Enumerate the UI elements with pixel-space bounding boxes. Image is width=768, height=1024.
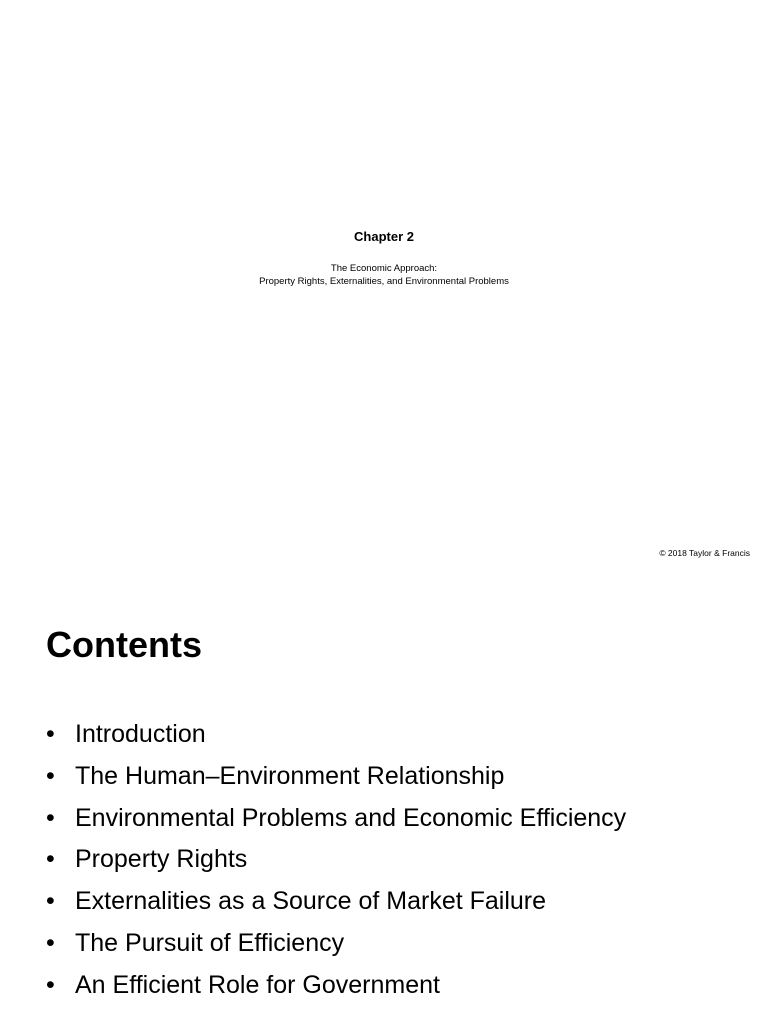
list-item-text: Environmental Problems and Economic Efficiency	[75, 803, 627, 832]
bullet-icon: •	[46, 887, 55, 916]
list-item-text: Property Rights	[75, 845, 248, 874]
list-item-text: Externalities as a Source of Market Failure	[75, 887, 547, 916]
list-item	[46, 798, 626, 840]
list-item-text: An Efficient Role for Government	[75, 970, 440, 999]
contents-slide	[0, 576, 768, 1024]
list-item	[46, 965, 626, 1007]
list-item	[46, 714, 626, 756]
contents-heading: Contents	[46, 624, 202, 665]
chapter-subtitle	[0, 262, 768, 288]
bullet-icon: •	[46, 761, 55, 790]
bullet-icon: •	[46, 803, 55, 832]
bullet-icon: •	[46, 845, 55, 874]
bullet-icon: •	[46, 928, 55, 957]
copyright-notice: © 2018 Taylor & Francis	[659, 548, 750, 558]
subtitle-line-1: The Economic Approach:	[330, 263, 438, 274]
list-item-text: Introduction	[75, 720, 206, 748]
bullet-icon: •	[46, 970, 55, 999]
subtitle-line-2: Property Rights, Externalities, and Environmental Problems	[259, 276, 509, 287]
bullet-icon: •	[46, 720, 55, 748]
list-item	[46, 839, 626, 881]
list-item-text: The Human–Environment Relationship	[75, 761, 505, 790]
chapter-title: Chapter 2	[354, 229, 414, 244]
list-item-text: The Pursuit of Efficiency	[75, 928, 345, 957]
list-item	[46, 756, 626, 798]
list-item	[46, 923, 626, 965]
contents-list	[46, 714, 626, 1007]
list-item	[46, 881, 626, 923]
